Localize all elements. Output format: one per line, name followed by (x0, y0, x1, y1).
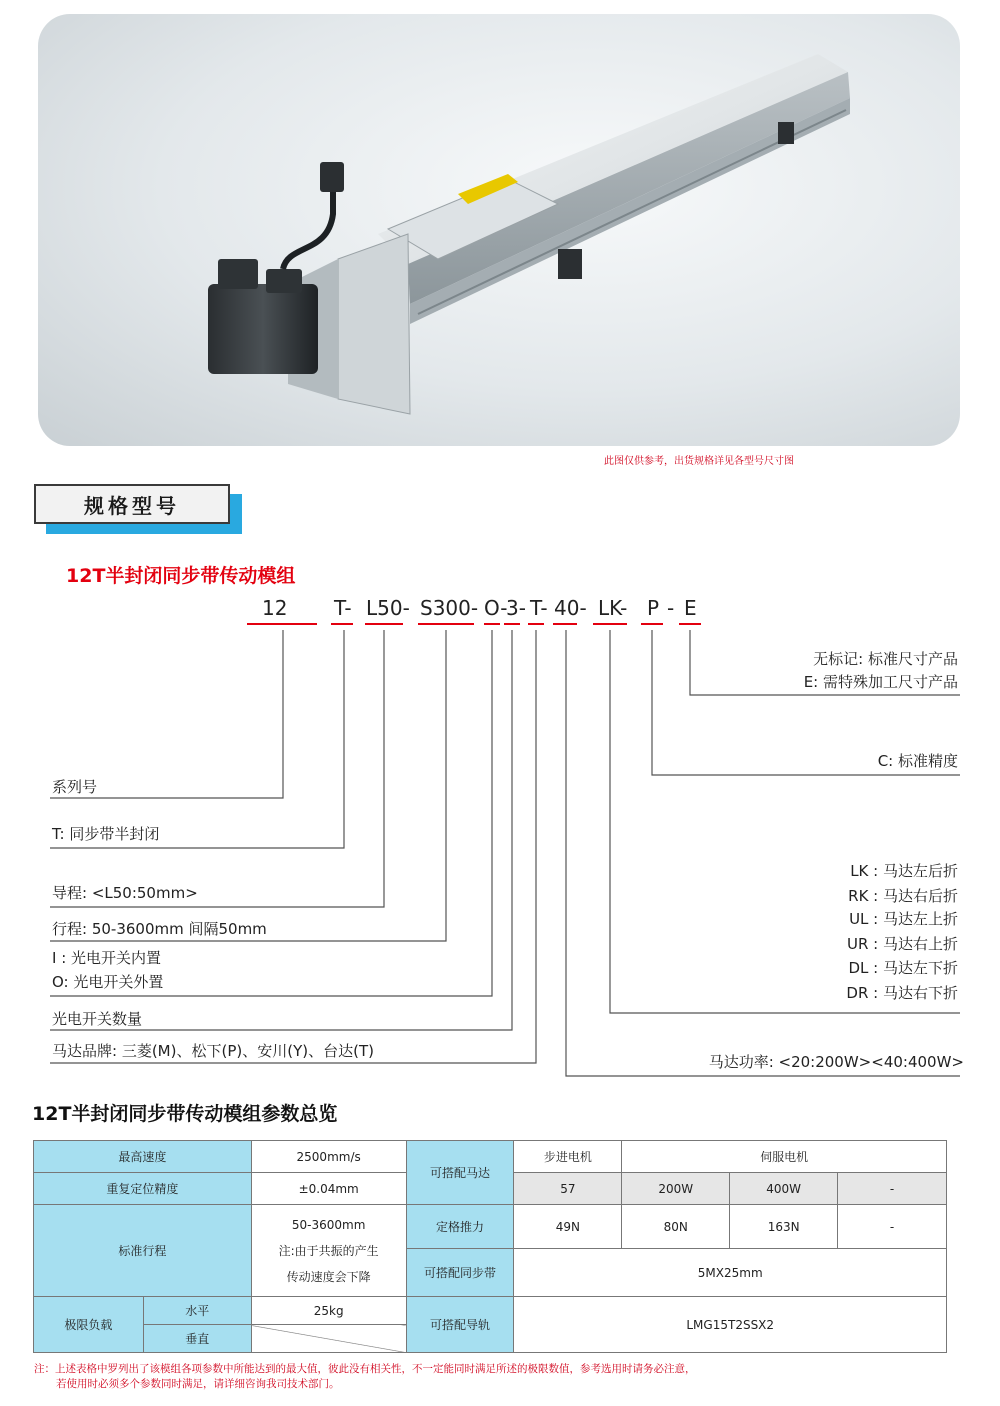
label-motor-brand: 马达品牌: 三菱(M)、松下(P)、安川(Y)、台达(T) (52, 1042, 374, 1060)
table-note-line-1: 注：上述表格中罗列出了该模组各项参数中所能达到的最大值，彼此没有相关性，不一定能同时满足所述的极限数值，参考选用时请务必注意， (34, 1363, 696, 1375)
table-note (34, 1362, 696, 1392)
label-motor-power: 马达功率: <20:200W><40:400W> (708, 1053, 964, 1071)
cell-repeat-value: ±0.04mm (251, 1173, 406, 1205)
label-series: 系列号 (52, 778, 98, 796)
cell-thrust-dash: - (838, 1205, 947, 1249)
cell-load-label: 极限负载 (34, 1297, 144, 1353)
cell-motor-57: 57 (514, 1173, 622, 1205)
cell-belt-value: 5MX25mm (514, 1249, 947, 1297)
code-size: E (684, 596, 697, 620)
code-stroke: S300- (420, 596, 479, 620)
stroke-value-line-1: 50-3600mm (291, 1217, 366, 1232)
cell-motor-label: 可搭配马达 (406, 1141, 514, 1205)
cell-stroke-label: 标准行程 (34, 1205, 252, 1297)
code-power: 40- (554, 596, 587, 620)
cell-motor-200w: 200W (622, 1173, 730, 1205)
label-fold-rk: RK : 马达右后折 (848, 887, 958, 905)
stroke-value-line-2: 注:由于共振的产生 (278, 1243, 379, 1258)
cell-stroke-value (251, 1205, 406, 1297)
cell-thrust-49: 49N (514, 1205, 622, 1249)
code-series: 12 (262, 596, 288, 620)
code-dash: - (667, 596, 675, 620)
table-note-line-2: 若使用时必须多个参数同时满足，请详细咨询我司技术部门。 (56, 1378, 340, 1390)
code-switch: O- (484, 596, 508, 620)
cell-load-v-value-empty (251, 1325, 406, 1353)
label-switch-external: O: 光电开关外置 (52, 973, 164, 991)
label-special: E: 需特殊加工尺寸产品 (803, 673, 958, 691)
photo-caption: 此图仅供参考，出货规格详见各型号尺寸图 (604, 456, 794, 467)
cell-guide-label: 可搭配导轨 (406, 1297, 514, 1353)
cell-load-h-value: 25kg (251, 1297, 406, 1325)
cell-motor-400w: 400W (730, 1173, 838, 1205)
label-type: T: 同步带半封闭 (52, 825, 160, 843)
cell-max-speed-value: 2500mm/s (251, 1141, 406, 1173)
cell-stepper-label: 步进电机 (514, 1141, 622, 1173)
label-no-mark: 无标记: 标准尺寸产品 (813, 650, 958, 668)
stroke-value-line-3: 传动速度会下降 (286, 1269, 371, 1284)
cell-motor-dash: - (838, 1173, 947, 1205)
code-fold: LK- (598, 596, 628, 620)
model-title: 12T半封闭同步带传动模组 (66, 565, 296, 587)
label-lead: 导程: <L50:50mm> (52, 884, 198, 902)
code-brand: T- (530, 596, 548, 620)
code-precision: P (647, 596, 660, 620)
cell-thrust-80: 80N (622, 1205, 730, 1249)
label-fold-lk: LK : 马达左后折 (850, 862, 958, 880)
label-precision: C: 标准精度 (877, 752, 958, 770)
cell-load-v-label: 垂直 (143, 1325, 251, 1353)
cell-belt-label: 可搭配同步带 (406, 1249, 514, 1297)
cell-thrust-label: 定格推力 (406, 1205, 514, 1249)
label-fold-dr: DR : 马达右下折 (846, 984, 958, 1002)
table-title: 12T半封闭同步带传动模组参数总览 (32, 1103, 338, 1125)
cell-max-speed-label: 最高速度 (34, 1141, 252, 1173)
section-tab: 规格型号 (34, 484, 230, 524)
cell-servo-label: 伺服电机 (622, 1141, 947, 1173)
label-fold-ul: UL : 马达左上折 (849, 910, 958, 928)
label-fold-ur: UR : 马达右上折 (847, 935, 958, 953)
code-lead: L50- (366, 596, 410, 620)
label-stroke: 行程: 50-3600mm 间隔50mm (52, 920, 267, 938)
spec-table (33, 1140, 947, 1353)
label-switch-qty: 光电开关数量 (52, 1010, 143, 1028)
cell-thrust-163: 163N (730, 1205, 838, 1249)
cell-repeat-label: 重复定位精度 (34, 1173, 252, 1205)
cell-guide-value: LMG15T2SSX2 (514, 1297, 947, 1353)
code-type: T- (334, 596, 352, 620)
label-switch-internal: I : 光电开关内置 (52, 949, 162, 967)
cell-load-h-label: 水平 (143, 1297, 251, 1325)
label-fold-dl: DL : 马达左下折 (848, 959, 958, 977)
code-switch-qty: 3- (506, 596, 526, 620)
